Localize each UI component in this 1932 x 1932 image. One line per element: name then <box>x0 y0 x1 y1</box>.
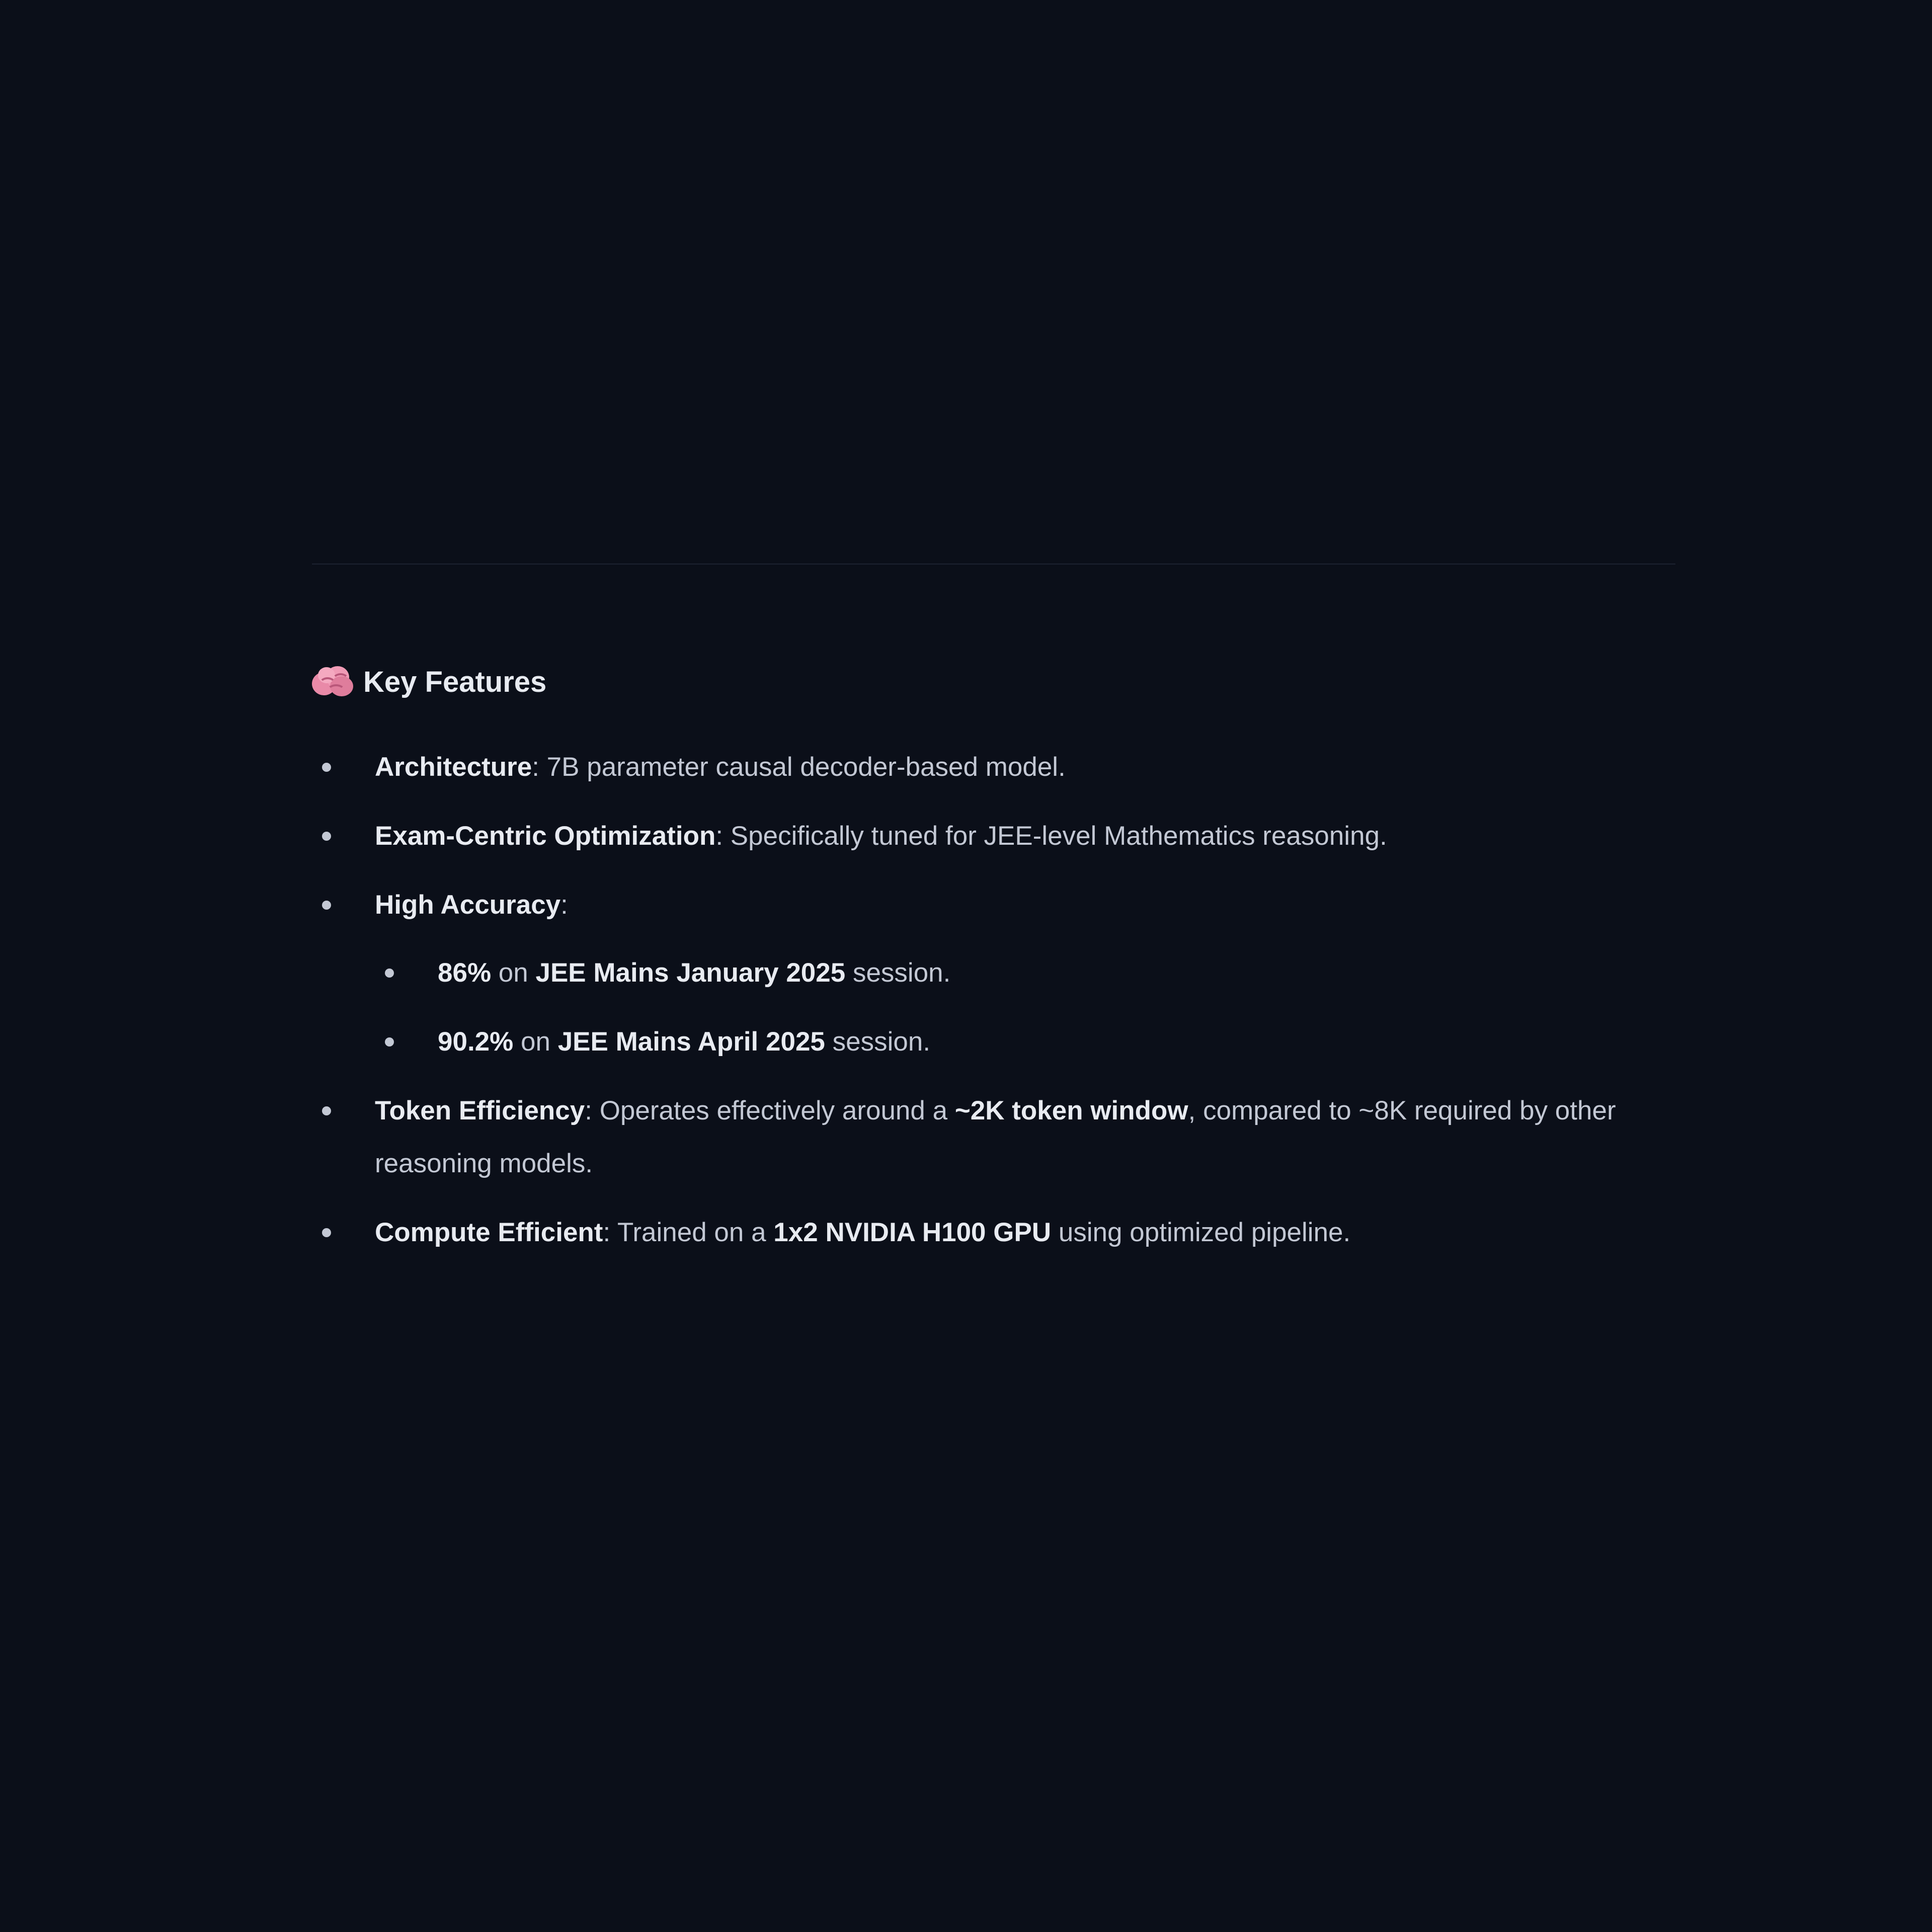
feature-text: Specifically tuned for JEE-level Mathematics reasoning. <box>723 821 1387 851</box>
feature-colon: : <box>603 1218 611 1247</box>
feature-text: Trained on a <box>610 1218 774 1247</box>
brain-icon <box>312 665 353 698</box>
section-title: Key Features <box>363 665 547 698</box>
accuracy-session: JEE Mains April 2025 <box>557 1027 825 1057</box>
bullet-icon <box>322 901 331 910</box>
accuracy-suffix: session. <box>845 958 951 988</box>
feature-label: Architecture <box>375 752 532 782</box>
feature-highlight: 1x2 NVIDIA H100 GPU <box>773 1218 1052 1247</box>
bullet-icon <box>322 1106 331 1115</box>
feature-label: Exam-Centric Optimization <box>375 821 716 851</box>
list-item-architecture <box>312 741 1701 793</box>
feature-highlight: ~2K token window <box>954 1096 1188 1125</box>
accuracy-percent: 86% <box>438 958 492 988</box>
feature-label: High Accuracy <box>375 890 561 920</box>
bullet-icon <box>322 1228 331 1237</box>
list-item-compute-efficient <box>312 1206 1701 1259</box>
feature-text-continued: , compared to ~8K required by other reasoning models. <box>375 1096 1616 1178</box>
feature-colon: : <box>585 1096 592 1125</box>
features-list <box>312 741 1701 1259</box>
bullet-icon <box>385 1037 394 1046</box>
list-item-accuracy-january <box>375 946 1701 999</box>
feature-text: 7B parameter causal decoder-based model. <box>539 752 1066 782</box>
accuracy-on: on <box>513 1027 558 1057</box>
bullet-icon <box>385 969 394 978</box>
accuracy-percent: 90.2% <box>438 1027 514 1057</box>
feature-colon: : <box>715 821 723 851</box>
list-item-high-accuracy <box>312 878 1701 1068</box>
key-features-section <box>312 654 1701 1275</box>
accuracy-on: on <box>491 958 536 988</box>
feature-colon: : <box>532 752 539 782</box>
accuracy-session: JEE Mains January 2025 <box>535 958 846 988</box>
section-divider <box>312 564 1675 565</box>
list-item-exam-optimization <box>312 810 1701 862</box>
feature-text: Operates effectively around a <box>592 1096 955 1125</box>
feature-colon: : <box>560 890 568 920</box>
feature-label: Compute Efficient <box>375 1218 603 1247</box>
feature-text-continued: using optimized pipeline. <box>1051 1218 1351 1247</box>
feature-label: Token Efficiency <box>375 1096 585 1125</box>
accuracy-suffix: session. <box>825 1027 931 1057</box>
bullet-icon <box>322 763 331 772</box>
accuracy-sublist <box>375 946 1701 1068</box>
list-item-token-efficiency <box>312 1084 1701 1190</box>
list-item-accuracy-april <box>375 1015 1701 1068</box>
section-heading <box>312 654 1701 709</box>
bullet-icon <box>322 832 331 841</box>
